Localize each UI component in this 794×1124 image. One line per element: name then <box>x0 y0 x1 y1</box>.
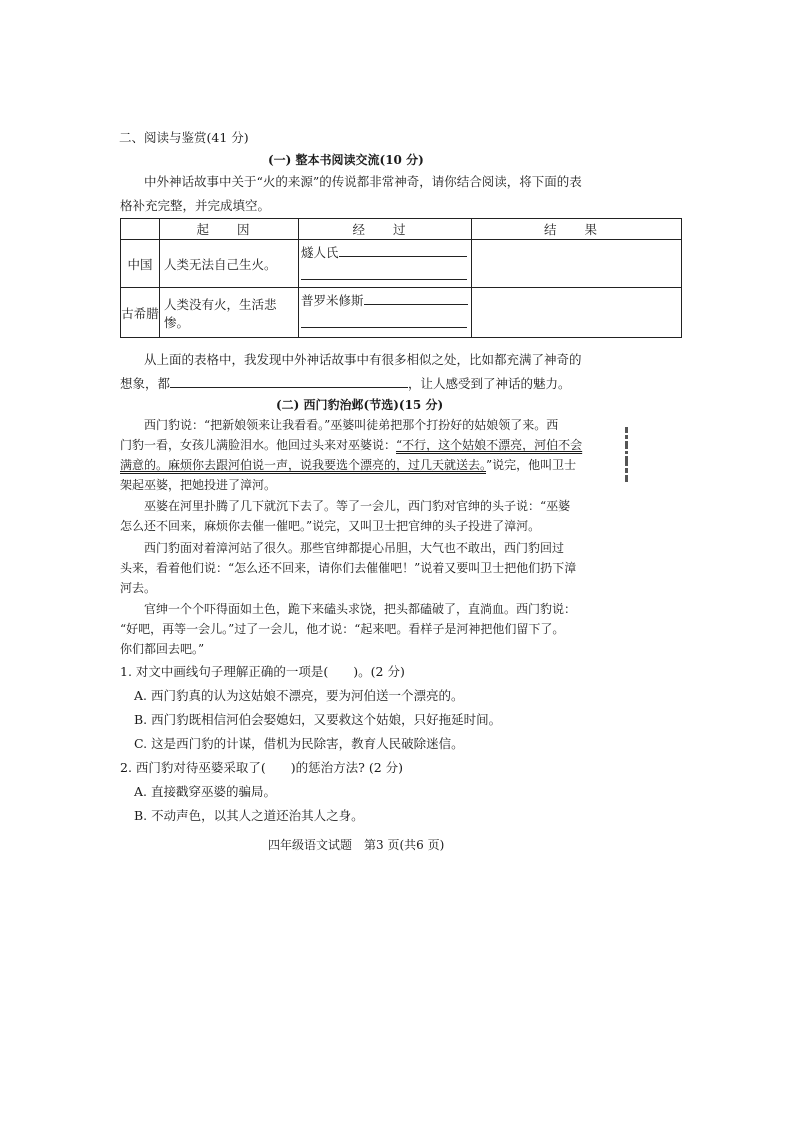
passage-text: 门豹一看，女孩儿满脸泪水。他回过头来对巫婆说： <box>120 438 397 452</box>
passage-line <box>120 456 576 473</box>
passage-line: 头来，看着他们说：“怎么还不回来，请你们去催催吧！”说着又要叫卫士把他们扔下漳 <box>120 561 577 575</box>
table-row <box>121 288 682 338</box>
passage-text: ”说完，他叫卫士 <box>486 458 577 472</box>
row-cause-greece: 人类没有火，生活悲惨。 <box>160 288 299 338</box>
table-header-result: 结 果 <box>472 219 682 240</box>
question-2-option-b[interactable]: B. 不动声色，以其人之道还治其人之身。 <box>134 808 364 823</box>
question-2-stem: 2. 西门豹对待巫婆采取了( )的惩治方法? (2 分) <box>120 760 404 775</box>
question-1-option-b[interactable]: B. 西门豹既相信河伯会娶媳妇，又要救这个姑娘，只好拖延时间。 <box>134 712 502 727</box>
answer-blank[interactable] <box>364 292 468 305</box>
question-2-option-a[interactable]: A. 直接戳穿巫婆的骗局。 <box>134 784 276 799</box>
passage-line: “好吧，再等一会儿。”过了一会儿，他才说：“起来吧。看样子是河神把他们留下了。 <box>120 622 565 636</box>
process-start-greece: 普罗米修斯 <box>301 293 364 308</box>
part2-heading: (二) 西门豹治邺(节选)(15 分) <box>276 398 444 412</box>
passage-line: 架起巫婆，把她投进了漳河。 <box>120 478 277 492</box>
passage-line: 西门豹说：“把新娘领来让我看看。”巫婆叫徒弟把那个打扮好的姑娘领了来。西 <box>144 418 559 432</box>
fire-origin-table <box>120 218 682 338</box>
passage-line: 你们都回去吧。” <box>120 642 205 656</box>
passage-line: 官绅一个个吓得面如土色，跪下来磕头求饶，把头都磕破了，直淌血。西门豹说： <box>144 602 577 616</box>
question-1-option-c[interactable]: C. 这是西门豹的计谋，借机为民除害，教育人民破除迷信。 <box>134 736 464 751</box>
underlined-sentence: 满意的。麻烦你去跟河伯说一声，说我要选个漂亮的，过几天就送去。 <box>120 458 487 472</box>
passage-line: 怎么还不回来，麻烦你去催一催吧。”说完，又叫卫士把官绅的头子投进了漳河。 <box>120 519 541 533</box>
answer-blank[interactable] <box>339 244 467 257</box>
part1-heading: (一) 整本书阅读交流(10 分) <box>268 153 424 167</box>
row-process-china[interactable] <box>299 240 472 288</box>
part1-intro-line2: 格补充完整，并完成填空。 <box>120 198 271 213</box>
part1-intro-line1: 中外神话故事中关于“火的来源”的传说都非常神奇，请你结合阅读，将下面的表 <box>144 174 582 189</box>
table-row <box>121 240 682 288</box>
passage-line: 西门豹面对着漳河站了很久。那些官绅都提心吊胆，大气也不敢出，西门豹回过 <box>144 541 565 555</box>
conclusion-line2 <box>120 374 571 392</box>
binding-mark-icon <box>620 425 632 484</box>
row-label-greece: 古希腊 <box>121 288 160 338</box>
section-title: 二、阅读与鉴赏(41 分) <box>119 130 249 145</box>
passage-line: 巫婆在河里扑腾了几下就沉下去了。等了一会儿，西门豹对官绅的头子说：“巫婆 <box>144 499 571 513</box>
passage-line <box>120 436 582 453</box>
table-header-row <box>121 219 682 240</box>
question-1-option-a[interactable]: A. 西门豹真的认为这姑娘不漂亮，要为河伯送一个漂亮的。 <box>134 688 464 703</box>
question-1-stem: 1. 对文中画线句子理解正确的一项是( )。(2 分) <box>120 664 405 679</box>
answer-line[interactable] <box>301 261 467 280</box>
underlined-sentence: “不行，这个姑娘不漂亮，河伯不会 <box>396 438 583 452</box>
table-header-blank <box>121 219 160 240</box>
row-process-greece[interactable] <box>299 288 472 338</box>
table-header-process: 经 过 <box>299 219 472 240</box>
table-header-cause: 起 因 <box>160 219 299 240</box>
answer-line[interactable] <box>301 309 467 328</box>
row-result-china[interactable] <box>472 240 682 288</box>
row-cause-china: 人类无法自己生火。 <box>160 240 299 288</box>
passage-line: 河去。 <box>120 581 157 595</box>
process-start-china: 燧人氏 <box>301 245 339 260</box>
conclusion-prefix: 想象，都 <box>120 376 171 391</box>
row-label-china: 中国 <box>121 240 160 288</box>
page-footer: 四年级语文试题 第3 页(共6 页) <box>268 838 445 852</box>
conclusion-line1: 从上面的表格中，我发现中外神话故事中有很多相似之处，比如都充满了神奇的 <box>144 352 582 367</box>
conclusion-suffix: ，让人感受到了神话的魅力。 <box>408 376 571 391</box>
conclusion-blank[interactable] <box>170 375 408 388</box>
row-result-greece[interactable] <box>472 288 682 338</box>
